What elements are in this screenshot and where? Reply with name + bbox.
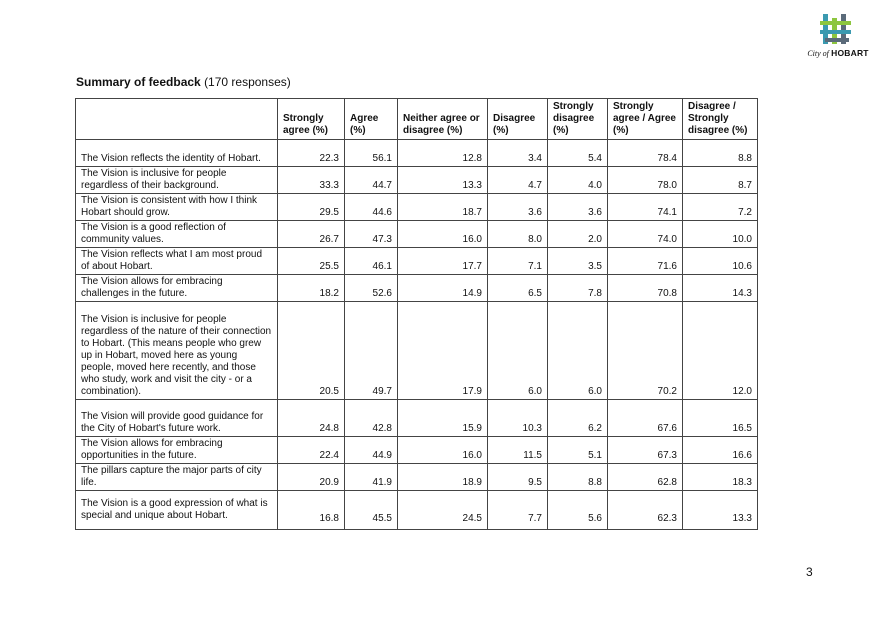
cell-value: 56.1 — [345, 140, 398, 167]
row-statement: The pillars capture the major parts of city life. — [76, 464, 278, 491]
header-disagree: Disagree (%) — [488, 99, 548, 140]
header-strongly-disagree: Strongly disagree (%) — [548, 99, 608, 140]
cell-value: 6.5 — [488, 275, 548, 302]
cell-value: 24.8 — [278, 400, 345, 437]
table-row — [76, 437, 758, 464]
table-header-row — [76, 99, 758, 140]
feedback-summary-table — [75, 98, 758, 530]
cell-value: 10.6 — [683, 248, 758, 275]
cell-value: 20.5 — [278, 302, 345, 400]
cell-value: 8.8 — [683, 140, 758, 167]
page-title — [76, 75, 291, 89]
table-row — [76, 221, 758, 248]
cell-value: 16.8 — [278, 491, 345, 530]
table-row — [76, 400, 758, 437]
cell-value: 4.7 — [488, 167, 548, 194]
cell-value: 18.3 — [683, 464, 758, 491]
logo-of: of — [822, 49, 829, 58]
cell-value: 78.0 — [608, 167, 683, 194]
table-row — [76, 248, 758, 275]
cell-value: 67.3 — [608, 437, 683, 464]
cell-value: 14.9 — [398, 275, 488, 302]
cell-value: 13.3 — [398, 167, 488, 194]
cell-value: 16.0 — [398, 221, 488, 248]
row-statement: The Vision will provide good guidance for the City of Hobart's future work. — [76, 400, 278, 437]
cell-value: 5.4 — [548, 140, 608, 167]
cell-value: 14.3 — [683, 275, 758, 302]
cell-value: 74.1 — [608, 194, 683, 221]
cell-value: 25.5 — [278, 248, 345, 275]
city-grid-icon — [820, 14, 854, 46]
cell-value: 6.0 — [488, 302, 548, 400]
table-row — [76, 140, 758, 167]
cell-value: 11.5 — [488, 437, 548, 464]
table-row — [76, 491, 758, 530]
cell-value: 44.9 — [345, 437, 398, 464]
cell-value: 29.5 — [278, 194, 345, 221]
cell-value: 49.7 — [345, 302, 398, 400]
cell-value: 17.7 — [398, 248, 488, 275]
cell-value: 7.8 — [548, 275, 608, 302]
cell-value: 22.4 — [278, 437, 345, 464]
cell-value: 71.6 — [608, 248, 683, 275]
city-of-hobart-logo — [806, 14, 870, 64]
header-strongly-agree: Strongly agree (%) — [278, 99, 345, 140]
header-neither: Neither agree or disagree (%) — [398, 99, 488, 140]
table-row — [76, 464, 758, 491]
cell-value: 8.7 — [683, 167, 758, 194]
cell-value: 10.0 — [683, 221, 758, 248]
title-bold: Summary of feedback — [76, 75, 201, 89]
cell-value: 3.6 — [488, 194, 548, 221]
table-row — [76, 167, 758, 194]
cell-value: 67.6 — [608, 400, 683, 437]
title-responses: (170 responses) — [204, 75, 291, 89]
cell-value: 42.8 — [345, 400, 398, 437]
cell-value: 41.9 — [345, 464, 398, 491]
cell-value: 4.0 — [548, 167, 608, 194]
cell-value: 46.1 — [345, 248, 398, 275]
table-row — [76, 194, 758, 221]
cell-value: 18.2 — [278, 275, 345, 302]
cell-value: 45.5 — [345, 491, 398, 530]
header-agree: Agree (%) — [345, 99, 398, 140]
cell-value: 18.9 — [398, 464, 488, 491]
cell-value: 5.1 — [548, 437, 608, 464]
cell-value: 3.4 — [488, 140, 548, 167]
cell-value: 33.3 — [278, 167, 345, 194]
table-row — [76, 275, 758, 302]
row-statement: The Vision is inclusive for people regardless of the nature of their connection to Hobart. (This means people who grew up in Hobart, moved here as young people, moved here recently, and those who study, work and visit the city - or a combination). — [76, 302, 278, 400]
cell-value: 10.3 — [488, 400, 548, 437]
cell-value: 12.8 — [398, 140, 488, 167]
logo-city: City — [807, 49, 821, 58]
cell-value: 26.7 — [278, 221, 345, 248]
cell-value: 52.6 — [345, 275, 398, 302]
row-statement: The Vision is a good reflection of community values. — [76, 221, 278, 248]
cell-value: 17.9 — [398, 302, 488, 400]
cell-value: 7.2 — [683, 194, 758, 221]
cell-value: 7.1 — [488, 248, 548, 275]
cell-value: 16.0 — [398, 437, 488, 464]
cell-value: 70.2 — [608, 302, 683, 400]
cell-value: 13.3 — [683, 491, 758, 530]
cell-value: 6.0 — [548, 302, 608, 400]
row-statement: The Vision reflects what I am most proud of about Hobart. — [76, 248, 278, 275]
table-row — [76, 302, 758, 400]
cell-value: 15.9 — [398, 400, 488, 437]
cell-value: 7.7 — [488, 491, 548, 530]
header-agree-total: Strongly agree / Agree (%) — [608, 99, 683, 140]
cell-value: 16.6 — [683, 437, 758, 464]
cell-value: 8.8 — [548, 464, 608, 491]
row-statement: The Vision allows for embracing opportunities in the future. — [76, 437, 278, 464]
cell-value: 24.5 — [398, 491, 488, 530]
cell-value: 74.0 — [608, 221, 683, 248]
cell-value: 2.0 — [548, 221, 608, 248]
header-disagree-total: Disagree / Strongly disagree (%) — [683, 99, 758, 140]
cell-value: 22.3 — [278, 140, 345, 167]
row-statement: The Vision is a good expression of what is special and unique about Hobart. — [76, 491, 278, 530]
cell-value: 47.3 — [345, 221, 398, 248]
cell-value: 18.7 — [398, 194, 488, 221]
cell-value: 62.3 — [608, 491, 683, 530]
row-statement: The Vision is inclusive for people regardless of their background. — [76, 167, 278, 194]
row-statement: The Vision is consistent with how I think Hobart should grow. — [76, 194, 278, 221]
cell-value: 16.5 — [683, 400, 758, 437]
cell-value: 62.8 — [608, 464, 683, 491]
cell-value: 70.8 — [608, 275, 683, 302]
cell-value: 44.6 — [345, 194, 398, 221]
cell-value: 5.6 — [548, 491, 608, 530]
cell-value: 12.0 — [683, 302, 758, 400]
row-statement: The Vision allows for embracing challenges in the future. — [76, 275, 278, 302]
cell-value: 78.4 — [608, 140, 683, 167]
cell-value: 6.2 — [548, 400, 608, 437]
page-number: 3 — [806, 565, 813, 579]
header-statement — [76, 99, 278, 140]
cell-value: 44.7 — [345, 167, 398, 194]
cell-value: 20.9 — [278, 464, 345, 491]
row-statement: The Vision reflects the identity of Hobart. — [76, 140, 278, 167]
logo-text — [806, 48, 870, 58]
logo-hobart: HOBART — [831, 48, 869, 58]
cell-value: 3.6 — [548, 194, 608, 221]
cell-value: 3.5 — [548, 248, 608, 275]
cell-value: 8.0 — [488, 221, 548, 248]
cell-value: 9.5 — [488, 464, 548, 491]
